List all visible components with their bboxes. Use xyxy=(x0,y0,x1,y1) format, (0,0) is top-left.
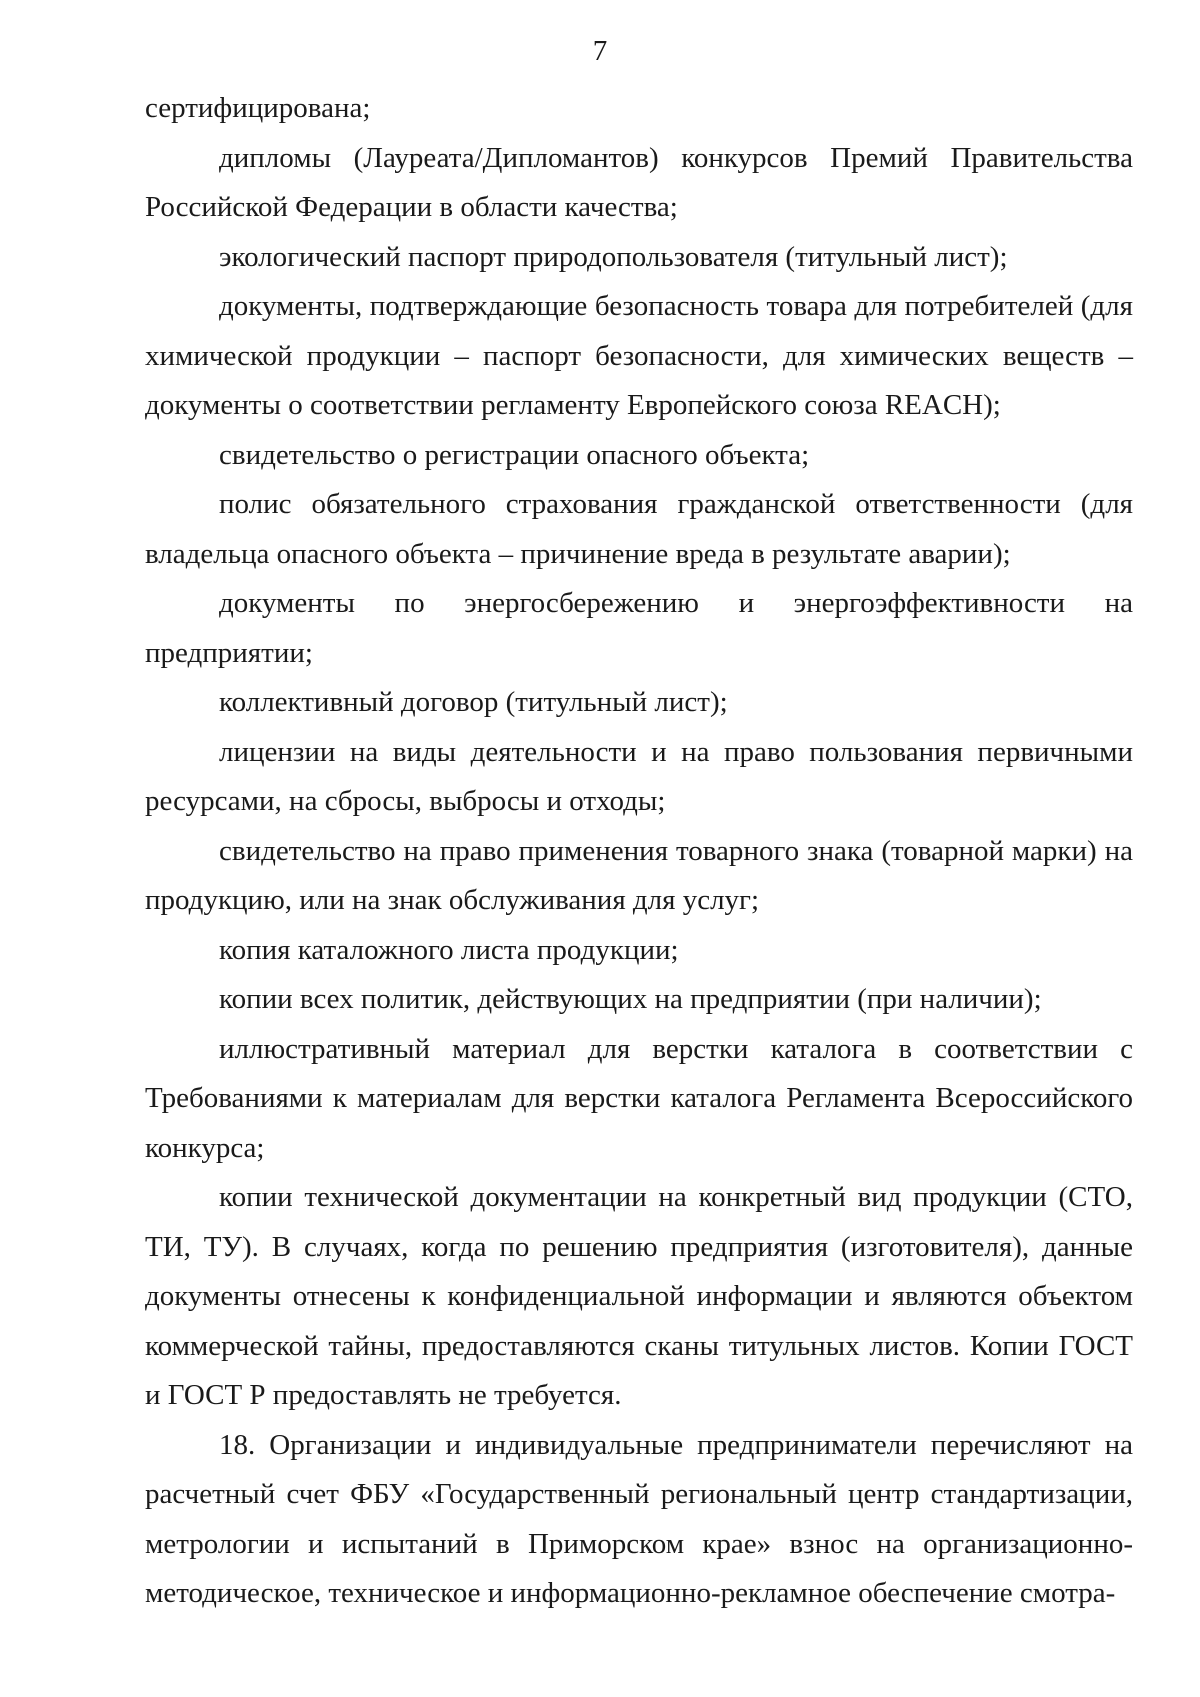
paragraph: свидетельство на право применения товарного знака (товарной марки) на продукцию, или на знак обслуживания для услуг; xyxy=(145,834,1133,916)
paragraph: дипломы (Лауреата/Дипломантов) конкурсов Премий Правительства Российской Федерации в области качества; xyxy=(145,141,1133,223)
paragraph: копии всех политик, действующих на предприятии (при наличии); xyxy=(219,983,1042,1015)
paragraph: документы, подтверждающие безопасность товара для потребителей (для химической продукции – паспорт безопасности, для химических веществ – документы о соответствии регламенту Европейского союза REACH); xyxy=(145,290,1133,421)
paragraph: иллюстративный материал для верстки каталога в соответствии с Требованиями к материалам для верстки каталога Регламента Всероссийского конкурса; xyxy=(145,1032,1133,1164)
page-number: 7 xyxy=(592,35,608,67)
paragraph: коллективный договор (титульный лист); xyxy=(219,686,728,718)
paragraph: свидетельство о регистрации опасного объекта; xyxy=(219,438,810,471)
paragraph: лицензии на виды деятельности и на право пользования первичными ресурсами, на сбросы, выбросы и отходы; xyxy=(145,735,1133,817)
paragraph: копии технической документации на конкретный вид продукции (СТО, ТИ, ТУ). В случаях, когда по решению предприятия (изготовителя), данные документы отнесены к конфиденциальной информации и являются объектом коммерческой тайны, предоставляются сканы титульных листов. Копии ГОСТ и ГОСТ Р предоставлять не требуется. xyxy=(145,1181,1133,1411)
paragraph: полис обязательного страхования гражданской ответственности (для владельца опасного объекта – причинение вреда в результате аварии); xyxy=(145,488,1133,570)
paragraph: 18. Организации и индивидуальные предприниматели перечисляют на расчетный счет ФБУ «Государственный региональный центр стандартизации, метрологии и испытаний в Приморском крае» взнос на организационно-методическое, техническое и информационно-рекламное обеспечение смотра- xyxy=(145,1428,1133,1609)
paragraph: документы по энергосбережению и энергоэффективности на предприятии; xyxy=(145,587,1133,669)
paragraph: сертифицирована; xyxy=(145,92,371,124)
document-body xyxy=(145,84,1133,1619)
paragraph: копия каталожного листа продукции; xyxy=(219,933,679,966)
paragraph: экологический паспорт природопользователя (титульный лист); xyxy=(219,240,1008,273)
